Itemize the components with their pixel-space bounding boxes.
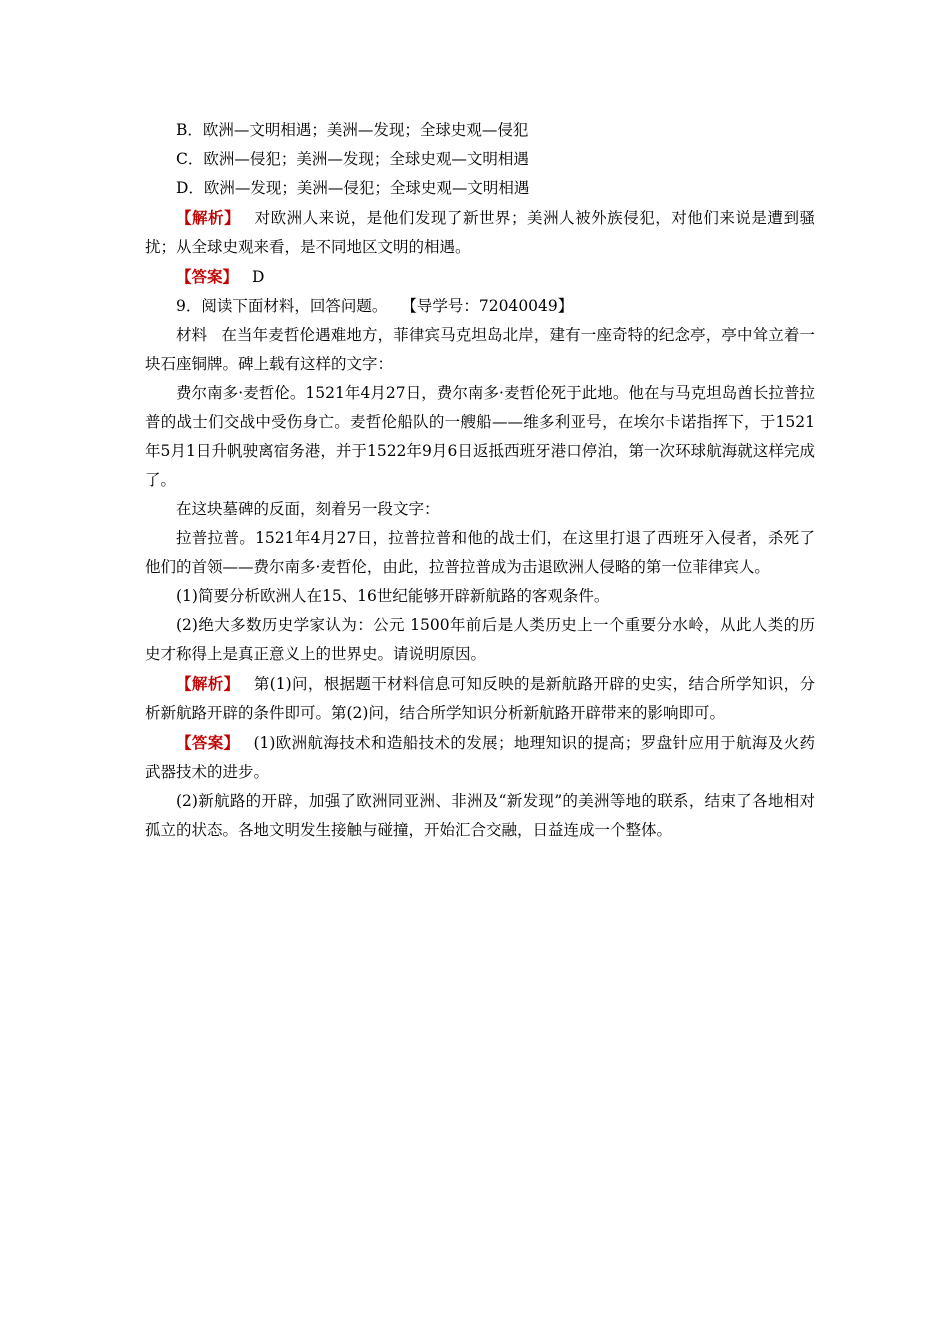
q9-analysis — [145, 669, 815, 728]
option-c: C．欧洲—侵犯；美洲—发现；全球史观—文明相遇 — [176, 150, 529, 168]
monument-back-text: 拉普拉普。1521年4月27日，拉普拉普和他的战士们，在这里打退了西班牙入侵者，杀死了他们的首领——费尔南多·麦哲伦，由此，拉普拉普成为击退欧洲人侵略的第一位菲律宾人。 — [145, 529, 815, 576]
answer-1-text: (1)欧洲航海技术和造船技术的发展；地理知识的提高；罗盘针应用于航海及火药武器技术的进步。 — [145, 734, 815, 781]
answer-tag: 【答案】 — [176, 267, 239, 286]
question-stem: 9．阅读下面材料，回答问题。 — [176, 297, 388, 315]
monument-front-text: 费尔南多·麦哲伦。1521年4月27日，费尔南多·麦哲伦死于此地。他在与马克坦岛酋长拉普拉普的战士们交战中受伤身亡。麦哲伦船队的一艘船——维多利亚号，在埃尔卡诺指挥下，于1521年5月1日升帆驶离宿务港，并于1522年9月6日返抵西班牙港口停泊，第一次环球航海就这样完成了。 — [145, 384, 815, 489]
analysis-text: 第(1)问，根据题干材料信息可知反映的是新航路开辟的史实，结合所学知识，分析新航路开辟的条件即可。第(2)问，结合所学知识分析新航路开辟带来的影响即可。 — [145, 675, 815, 722]
analysis-tag: 【解析】 — [176, 208, 241, 227]
question-2: (2)绝大多数历史学家认为：公元 1500年前后是人类历史上一个重要分水岭，从此人类的历史才称得上是真正意义上的世界史。请说明原因。 — [145, 616, 815, 663]
answer-text: D — [252, 268, 265, 286]
question-1: (1)简要分析欧洲人在15、16世纪能够开辟新航路的客观条件。 — [176, 587, 610, 605]
analysis-text: 对欧洲人来说，是他们发现了新世界；美洲人被外族侵犯，对他们来说是遭到骚扰；从全球史观来看，是不同地区文明的相遇。 — [145, 209, 815, 256]
guide-number: 【导学号：72040049】 — [401, 297, 574, 315]
q8-answer — [145, 262, 815, 292]
q9-answer-2: (2)新航路的开辟，加强了欧洲同亚洲、非洲及“新发现”的美洲等地的联系，结束了各地相对孤立的状态。各地文明发生接触与碰撞，开始汇合交融，日益连成一个整体。 — [145, 792, 815, 839]
material-label: 材料 — [176, 326, 208, 344]
monument-back-intro: 在这块墓碑的反面，刻着另一段文字： — [176, 500, 440, 518]
option-b: B．欧洲—文明相遇；美洲—发现；全球史观—侵犯 — [176, 121, 529, 139]
analysis-tag: 【解析】 — [176, 674, 240, 693]
material-intro: 在当年麦哲伦遇难地方，菲律宾马克坦岛北岸，建有一座奇特的纪念亭，亭中耸立着一块石座铜牌。碑上载有这样的文字： — [145, 326, 815, 373]
q9-answer-1 — [145, 728, 815, 787]
document-page — [145, 116, 815, 845]
answer-tag: 【答案】 — [176, 733, 240, 752]
q8-analysis — [145, 203, 815, 262]
q9-material — [145, 321, 815, 379]
option-d: D．欧洲—发现；美洲—侵犯；全球史观—文明相遇 — [176, 179, 530, 197]
q9-stem — [145, 292, 815, 321]
